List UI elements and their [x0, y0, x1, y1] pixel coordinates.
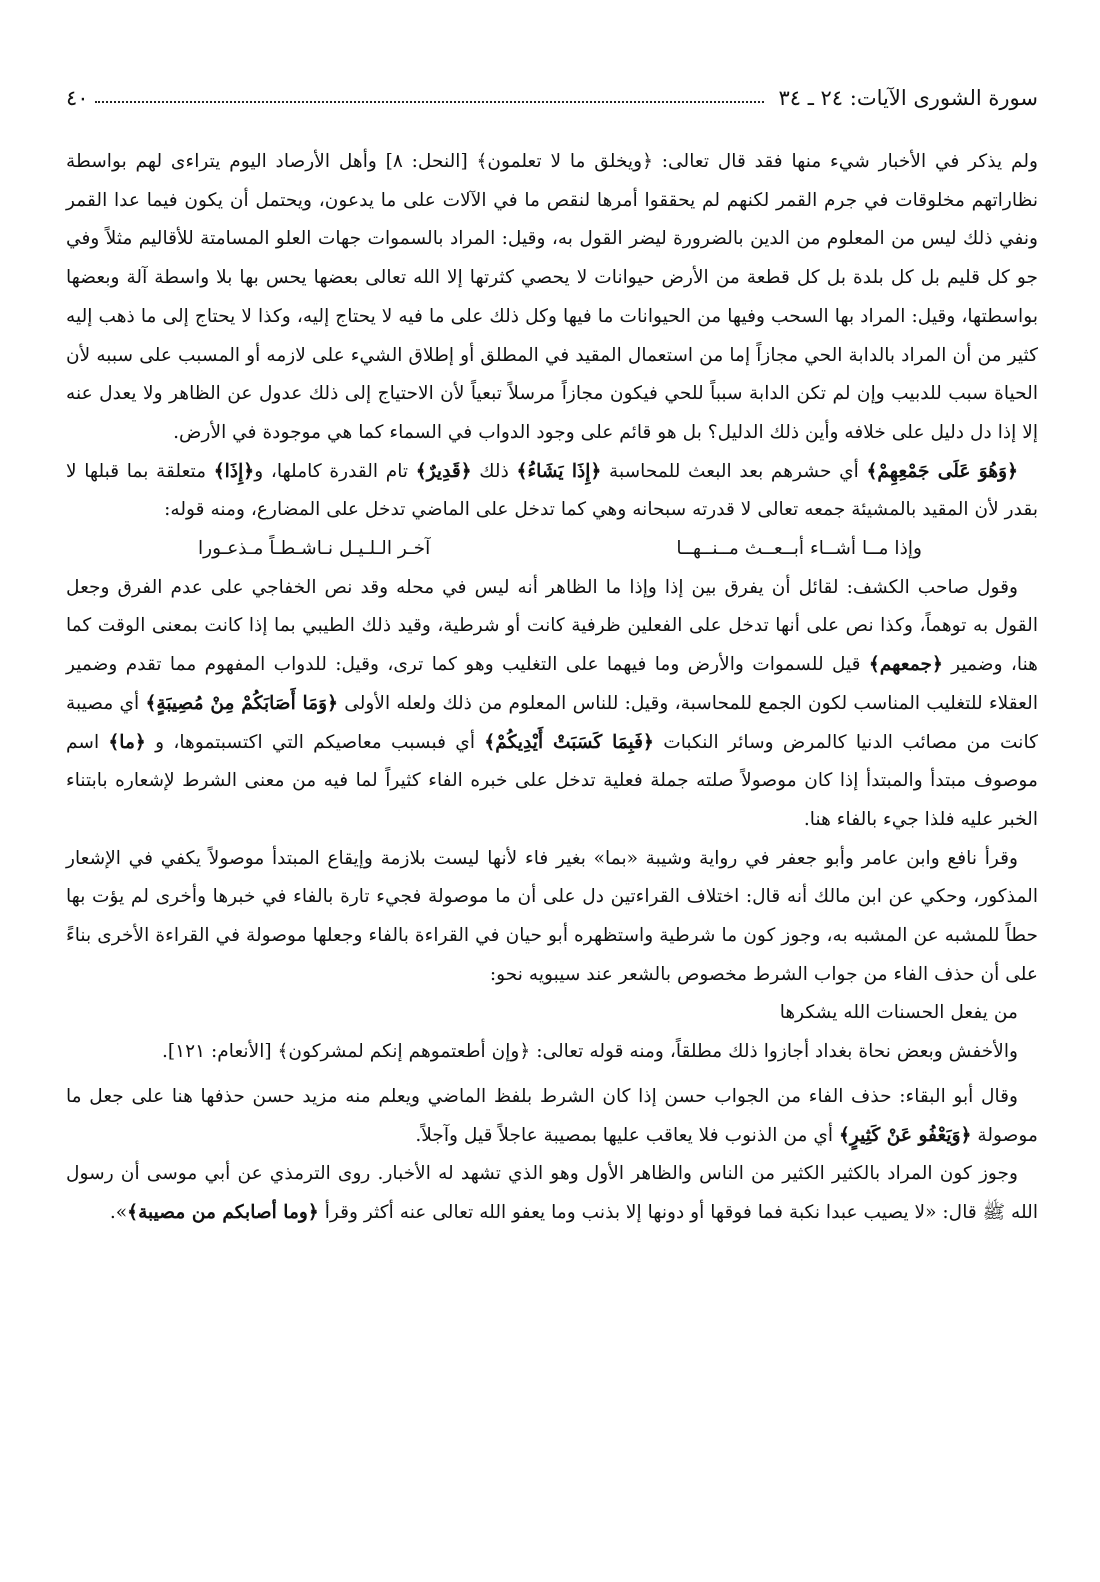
quran-quote: ﴿فَبِمَا كَسَبَتْ أَيْدِيكُمْ﴾	[484, 731, 654, 753]
quran-quote: ﴿وَمَا أَصَابَكُمْ مِنْ مُصِيبَةٍ﴾	[145, 692, 339, 714]
poem-hemistich-first: وإذا مــا أشــاء أبــعــث مــنــهــا	[676, 538, 922, 560]
quran-quote: ﴿إِذَا﴾	[213, 460, 255, 482]
text-run: أي مصيبة كانت من مصائب الدنيا كالمرض وسائر النكبات	[66, 692, 1038, 753]
text-run: وقال أبو البقاء: حذف الفاء من الجواب حسن إذا كان الشرط بلفظ الماضي ويعلم منه مزيد حسن حذفها هنا على جعل ما موصولة	[66, 1085, 1038, 1146]
paragraph-7	[66, 1155, 1038, 1232]
text-run: أي حشرهم بعد البعث للمحاسبة	[601, 460, 867, 482]
poem-verse-2: من يفعل الحسنات الله يشكرها	[779, 1002, 1018, 1024]
text-run: قيل للسموات والأرض وما فيهما على التغليب وهو كما ترى، وقيل: للدواب المفهوم مما تقدم وضمير العقلاء للتغليب المناسب لكون الجمع للمحاسبة، وقيل: للناس المعلوم من ذلك ولعله الأولى	[66, 654, 1038, 714]
paragraph-6	[66, 1078, 1038, 1155]
text-run: أي من الذنوب فلا يعاقب عليها بمصيبة عاجلاً قيل وآجلاً.	[415, 1124, 840, 1146]
commentary-body	[66, 143, 1038, 1233]
quran-quote: ﴿وَيَعْفُو عَنْ كَثِيرٍ﴾	[839, 1124, 972, 1146]
header-dotted-leader	[95, 101, 765, 103]
paragraph-5: والأخفش وبعض نحاة بغداد أجازوا ذلك مطلقاً، ومنه قوله تعالى: ﴿وإن أطعتموهم إنكم لمشركون﴾ [الأنعام: ١٢١].	[161, 1041, 1018, 1063]
running-header	[66, 80, 1038, 110]
paragraph-4: وقرأ نافع وابن عامر وأبو جعفر في رواية وشيبة «بما» بغير فاء لأنها ليست بلازمة وإيقاع المبتدأ موصولاً يكفي في الإشعار المذكور، وحكي عن ابن مالك أنه قال: اختلاف القراءتين دل على أن ما موصولة فجيء تارة بالفاء في خبرها وأخرى لم يؤت بها حطاً للمشبه عن المشبه به، وجوز كون ما شرطية واستظهره أبو حيان في القراءة بالفاء وجعلها موصولة في القراءة الأخرى بناءً على أن حذف الفاء من جواب الشرط مخصوص بالشعر عند سيبويه نحو:	[66, 847, 1038, 985]
running-title: سورة الشورى الآيات: ٢٤ ـ ٣٤	[778, 86, 1038, 110]
quran-quote: ﴿وما أصابكم من مصيبة﴾	[127, 1201, 319, 1223]
text-run: اسم موصوف مبتدأ والمبتدأ إذا كان موصولاً صلته جملة فعلية تدخل على خبره الفاء كثيراً لما فيه من معنى الشرط لإشعاره بابتناء الخبر عليه فلذا جيء بالفاء هنا.	[66, 731, 1038, 830]
text-run: وقول صاحب الكشف: لقائل أن يفرق بين إذا وإذا ما الظاهر أنه ليس في محله وقد نص الخفاجي على عدم الفرق وجعل القول به توهماً، وكذا نص على أنها تدخل على الفعلين ظرفية كانت أو شرطية، وقيد ذلك الطيبي بما إذا كانت بمعنى الوقت كما هنا، وضمير	[66, 576, 1038, 676]
paragraph-1: ولم يذكر في الأخبار شيء منها فقد قال تعالى: ﴿ويخلق ما لا تعلمون﴾ [النحل: ٨] وأهل الأرصاد اليوم يتراءى لهم بواسطة نظاراتهم مخلوقات في جرم القمر لكنهم لم يحققوا أمرها لنقص ما في الآلات على ما يدعون، ويحتمل أن يكون فيما عدا القمر ونفي ذلك ليس من المعلوم من الدين بالضرورة ليضر القول به، وقيل: المراد بالسموات جهات العلو المسامتة للأقاليم مثلاً وفي جو كل قليم بل كل بلدة بل كل قطعة من الأرض حيوانات لا يحصي كثرتها إلا الله تعالى بعضها يحس بها بلا واسطة آلة وبعضها بواسطتها، وقيل: المراد بها السحب وفيها من الحيوانات ما فيها وكل ذلك على ما فيه لا يحتاج إليه، وكذا لا يحتاج إلى ما ذهب إليه كثير من أن المراد بالدابة الحي مجازاً إما من استعمال المقيد في المطلق أو إطلاق الشيء على لازمه أو المسبب على سببه لأن الحياة سبب للدبيب وإن لم تكن الدابة سبباً للحي فيكون مجازاً مرسلاً تبعياً لأن الاحتياج إلى ذلك عدول عن الظاهر ولا يعدل عنه إلا إذا دل دليل على خلافه وأين ذلك الدليل؟ بل هو قائم على وجود الدواب في السماء كما هي موجودة في الأرض.	[66, 151, 1038, 443]
text-run: متعلقة بما قبلها لا بقدر لأن المقيد بالمشيئة جمعه تعالى لا قدرته سبحانه وهي كما تدخل على الماضي تدخل على المضارع، ومنه قوله:	[66, 460, 1038, 521]
text-run: وجوز كون المراد بالكثير الكثير من الناس والظاهر الأول وهو الذي تشهد له الأخبار. روى الترمذي عن أبي موسى أن رسول الله ﷺ قال: «لا يصيب عبدا نكبة فما فوقها أو دونها إلا بذنب وما يعفو الله تعالى عنه أكثر وقرأ	[66, 1163, 1038, 1223]
quran-quote: ﴿وَهُوَ عَلَى جَمْعِهِمْ﴾	[866, 460, 1019, 482]
page-number: ٤٠	[66, 86, 89, 110]
paragraph-3	[66, 569, 1038, 840]
text-run: ذلك	[471, 460, 517, 482]
poem-verse-1	[66, 530, 1038, 569]
poem-hemistich-second: آخـر الـلـيـل نـاشـطـاً مـذعـورا	[198, 538, 431, 560]
paragraph-2	[66, 453, 1038, 530]
text-run: أي فبسبب معاصيكم التي اكتسبتموها، و	[145, 731, 485, 753]
text-run: تام القدرة كاملها، و	[254, 460, 416, 482]
quran-quote: ﴿قَدِيرٌ﴾	[415, 460, 472, 482]
text-run: ».	[109, 1201, 128, 1223]
quran-quote: ﴿جمعهم﴾	[868, 654, 943, 676]
quran-quote: ﴿إِذَا يَشَاءُ﴾	[516, 460, 602, 482]
quran-quote: ﴿ما﴾	[108, 731, 146, 753]
